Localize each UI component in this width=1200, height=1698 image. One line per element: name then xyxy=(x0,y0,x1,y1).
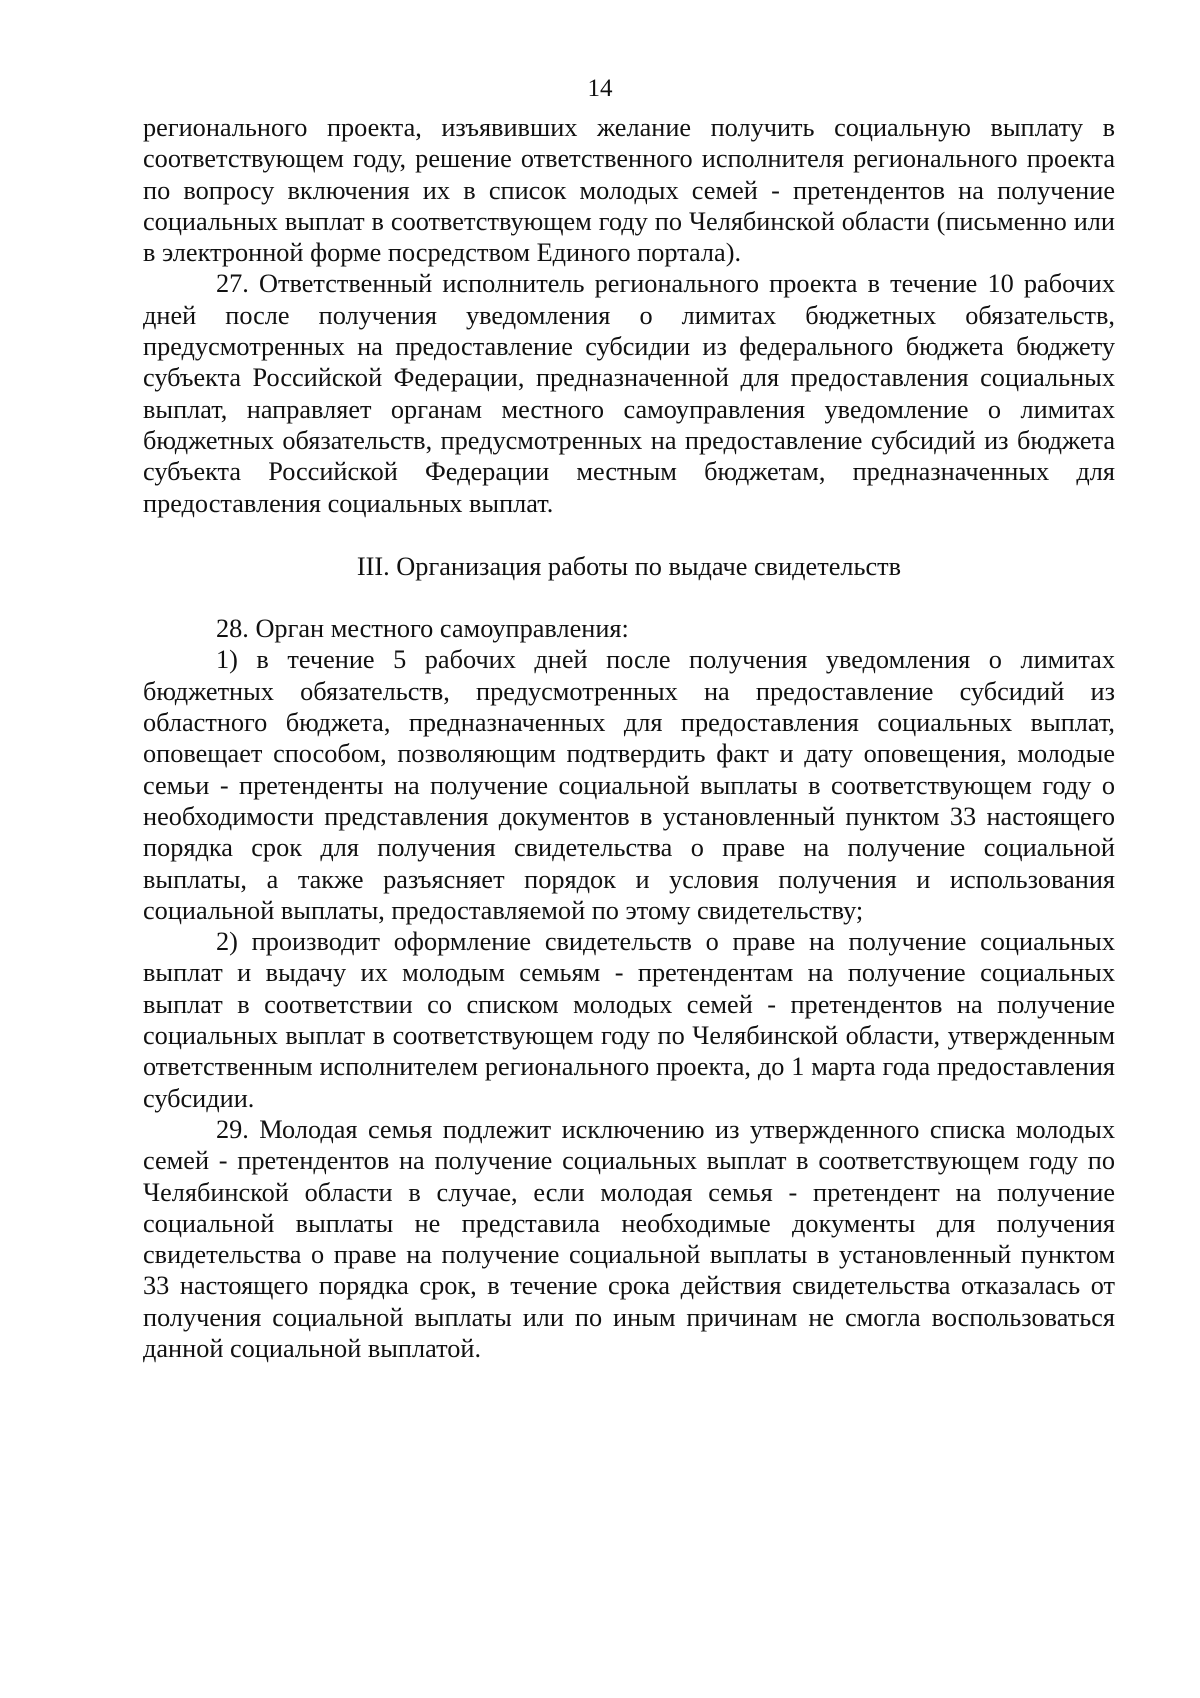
paragraph-29: 29. Молодая семья подлежит исключению из утвержденного списка молодых семей - претендентов на получение социальных выплат в соответствующем году по Челябинской области в случае, если молодая семья - претендент на получение социальной выплаты не представила необходимые документы для получения свидетельства о праве на получение социальной выплаты в установленный пунктом 33 настоящего порядка срок, в течение срока действия свидетельства отказалась от получения социальной выплаты или по иным причинам не смогла воспользоваться данной социальной выплатой. xyxy=(143,1114,1115,1363)
paragraph-continuation: регионального проекта, изъявивших желание получить социальную выплату в соответствующем году, решение ответственного исполнителя регионального проекта по вопросу включения их в список молодых семей - претендентов на получение социальных выплат в соответствующем году по Челябинской области (письменно или в электронной форме посредством Единого портала). xyxy=(143,113,1115,268)
paragraph-27: 27. Ответственный исполнитель регионального проекта в течение 10 рабочих дней после получения уведомления о лимитах бюджетных обязательств, предусмотренных на предоставление субсидии из федерального бюджета бюджету субъекта Российской Федерации, предназначенной для предоставления социальных выплат, направляет органам местного самоуправления уведомление о лимитах бюджетных обязательств, предусмотренных на предоставление субсидий из бюджета субъекта Российской Федерации местным бюджетам, предназначенных для предоставления социальных выплат. xyxy=(143,269,1115,518)
page-number: 14 xyxy=(587,75,613,102)
paragraph-28-item-1: 1) в течение 5 рабочих дней после получения уведомления о лимитах бюджетных обязательств, предусмотренных на предоставление субсидий из областного бюджета, предназначенных для предоставления социальных выплат, оповещает способом, позволяющим подтвердить факт и дату оповещения, молодые семьи - претенденты на получение социальной выплаты в соответствующем году о необходимости представления документов в установленный пунктом 33 настоящего порядка срок для получения свидетельства о праве на получение социальной выплаты, а также разъясняет порядок и условия получения и использования социальной выплаты, предоставляемой по этому свидетельству; xyxy=(143,645,1115,925)
document-body xyxy=(143,112,1115,1364)
paragraph-28: 28. Орган местного самоуправления: xyxy=(216,614,629,644)
paragraph-28-item-2: 2) производит оформление свидетельств о праве на получение социальных выплат и выдачу их молодым семьям - претендентам на получение социальных выплат в соответствии со списком молодых семей - претендентов на получение социальных выплат в соответствующем году по Челябинской области, утвержденным ответственным исполнителем регионального проекта, до 1 марта года предоставления субсидии. xyxy=(143,927,1115,1113)
section-heading: III. Организация работы по выдаче свидетельств xyxy=(356,551,902,581)
